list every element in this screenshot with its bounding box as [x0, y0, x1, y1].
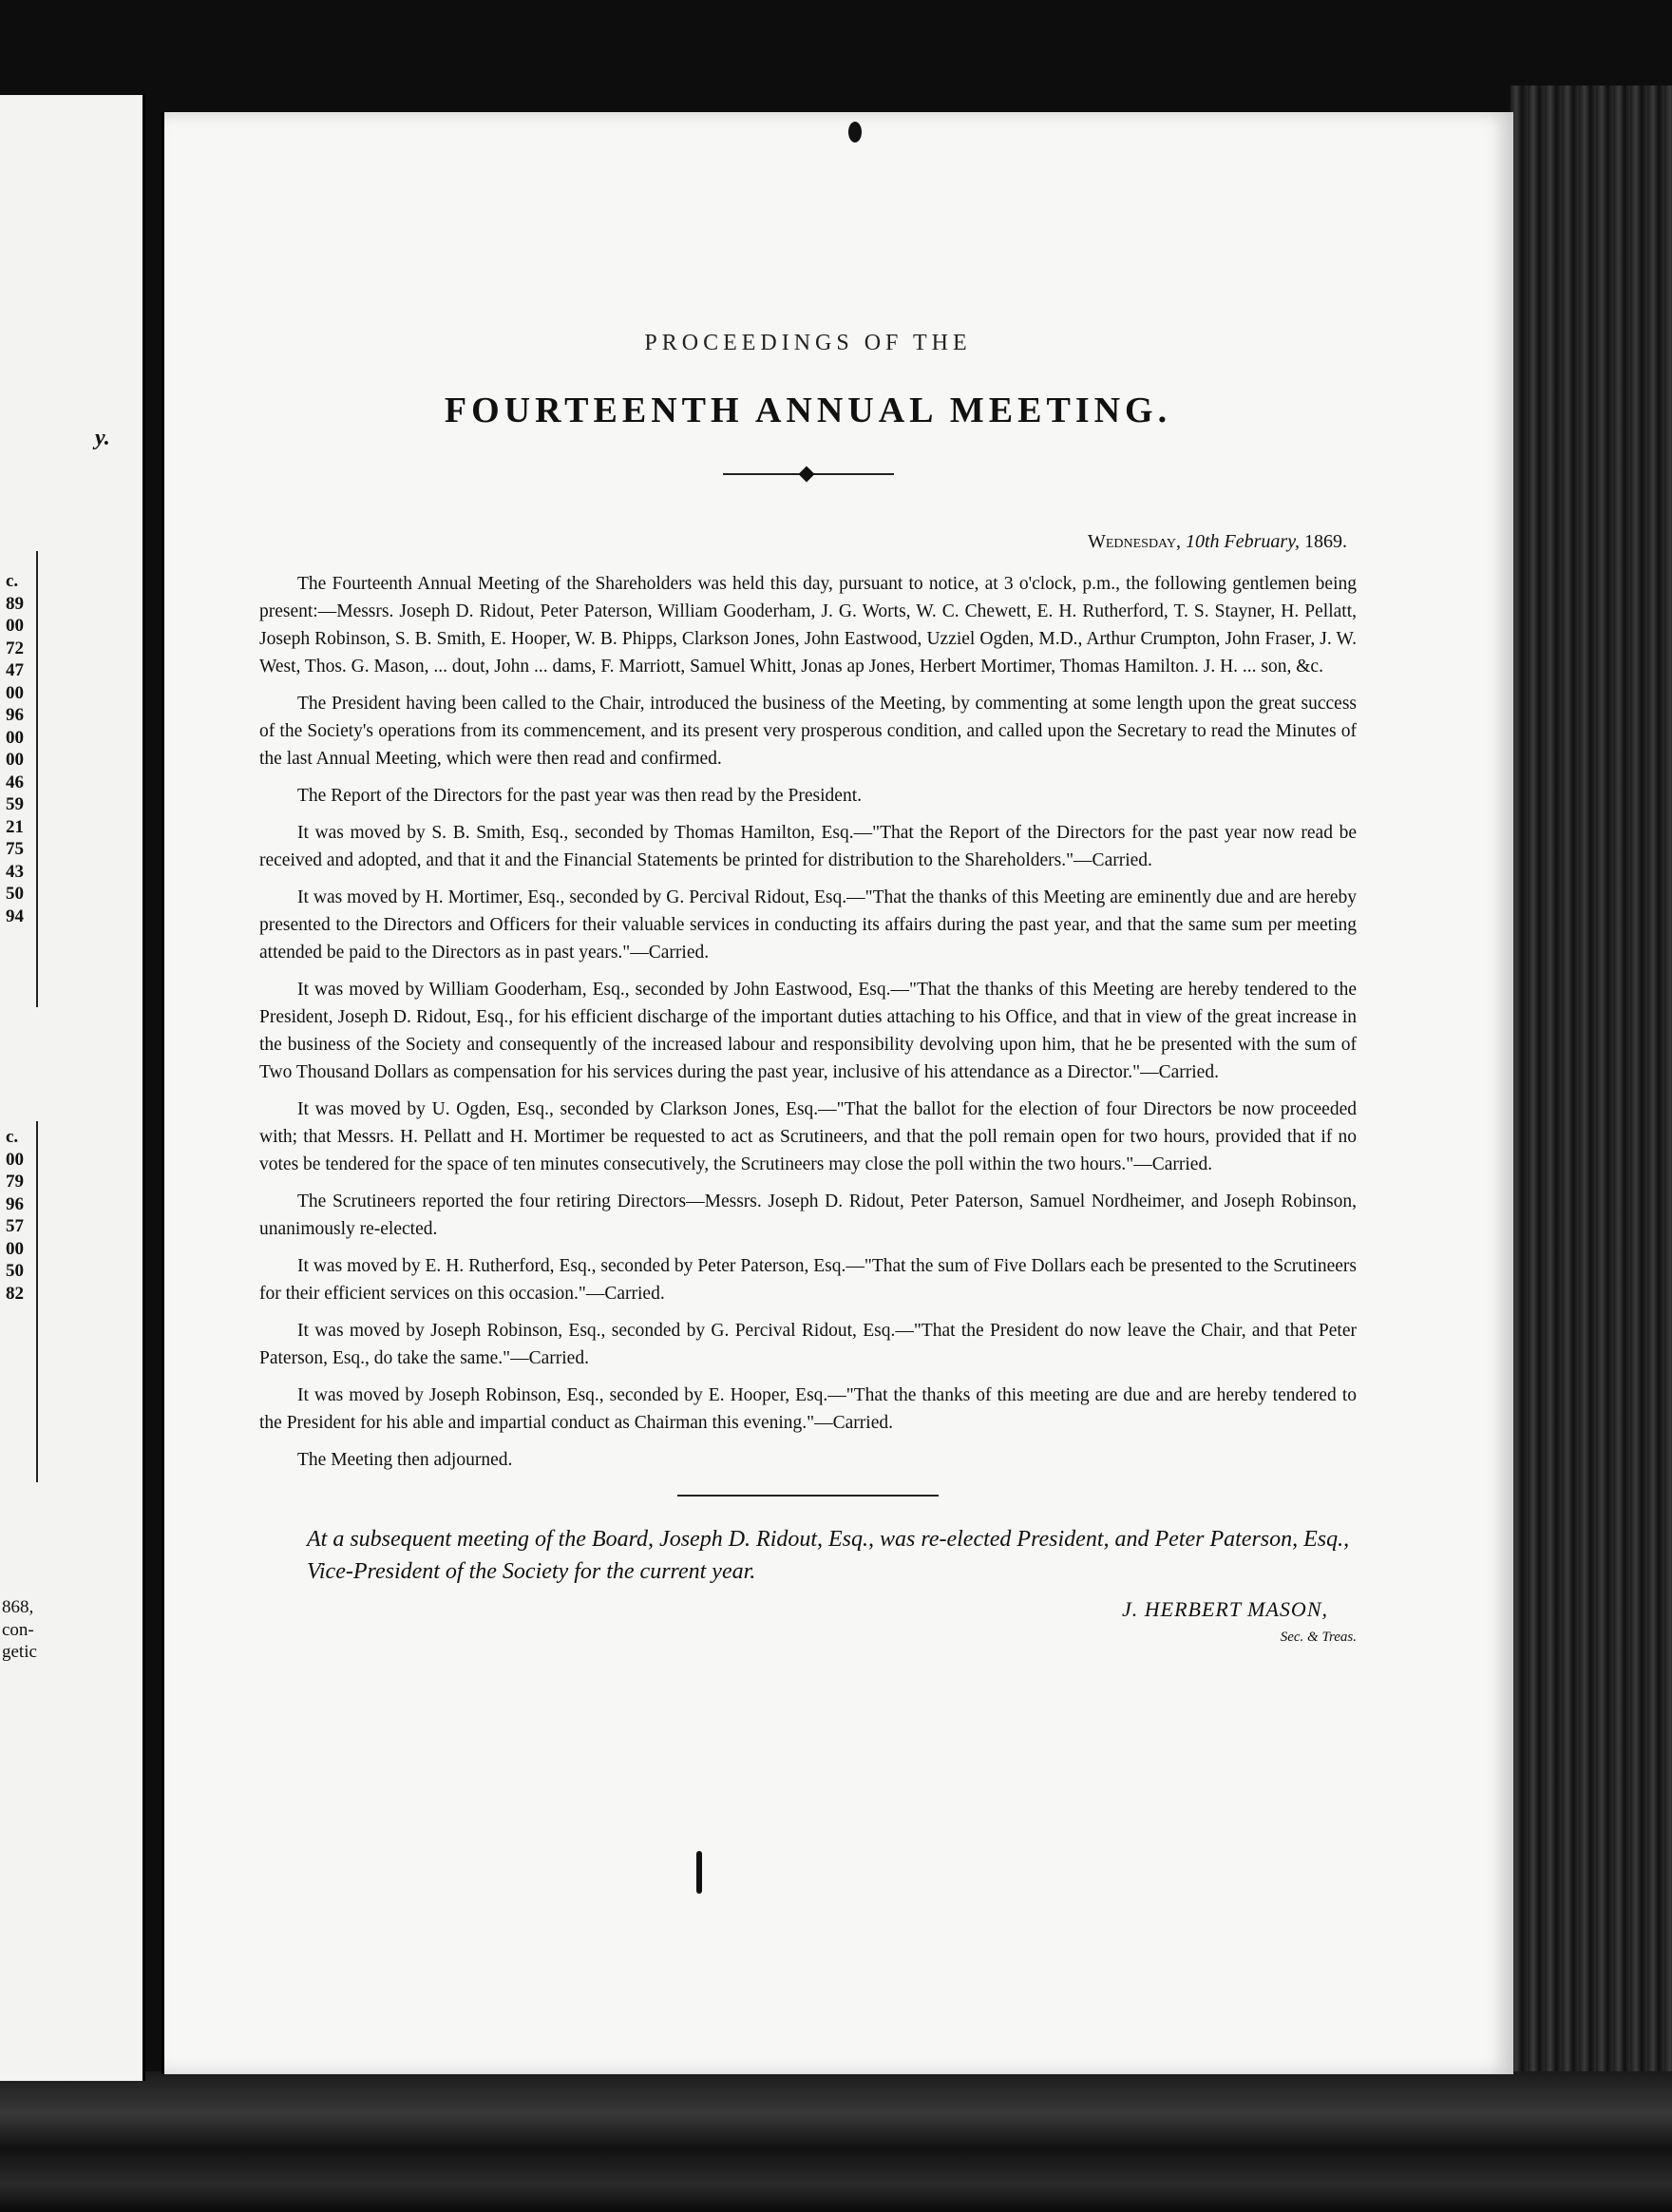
left-page-value: 82 — [6, 1283, 24, 1304]
left-page-value: 00 — [6, 616, 24, 636]
left-page-value: 00 — [6, 1238, 24, 1259]
left-page-value: 72 — [6, 638, 24, 658]
left-page-column2-header: c. — [6, 1127, 19, 1147]
section-divider — [677, 1495, 939, 1497]
heading-small: PROCEEDINGS OF THE — [644, 331, 972, 355]
closing-note: At a subsequent meeting of the Board, Joseph D. Ridout, Esq., was re-elected President, and Peter Paterson, Esq., Vice-President of the Society for the current year. — [307, 1527, 1350, 1584]
left-page-table-rule-2 — [36, 1121, 38, 1482]
proceedings-paragraph: It was moved by William Gooderham, Esq., seconded by John Eastwood, Esq.—"That the thanks of this Meeting are hereby tendered to the President, Joseph D. Ridout, Esq., for his efficient discharge of the important duties attaching to his Office, and that in view of the great increase in the business of the Society and consequently of the increased labour and responsibility devolving upon him, that he be presented with the sum of Two Thousand Dollars as compensation for his services during the past year, inclusive of his attendance as a Director."—Carried. — [259, 980, 1357, 1082]
left-page-column2 — [6, 1126, 24, 1304]
signature-name: J. HERBERT MASON, — [1121, 1597, 1328, 1621]
left-page-fragment-line: con- — [2, 1619, 34, 1640]
left-page-fragment-bottom — [2, 1596, 37, 1664]
proceedings-paragraph: It was moved by U. Ogden, Esq., seconded by Clarkson Jones, Esq.—"That the ballot for the election of four Directors be now proceeded with; that Messrs. H. Pellatt and H. Mortimer be requested to act as Scrutineers, and that the poll remain open for two hours, provided that if no votes be tendered for the space of ten minutes consecutively, the Scrutineers may close the poll within the two hours."—Carried. — [259, 1099, 1357, 1174]
ink-speck — [848, 122, 862, 143]
proceedings-paragraph: The Meeting then adjourned. — [297, 1450, 513, 1470]
ink-speck — [696, 1851, 702, 1894]
date-weekday: Wednesday, — [1087, 531, 1181, 552]
left-page-value: 96 — [6, 1193, 24, 1214]
left-page-fragment-line: getic — [2, 1642, 37, 1662]
left-page-value: 57 — [6, 1216, 24, 1236]
left-page-value: 21 — [6, 816, 24, 837]
date-day-month: 10th February, — [1186, 531, 1300, 552]
left-page-column1-values — [6, 593, 24, 926]
book-binding-bottom — [0, 2071, 1672, 2212]
proceedings-paragraph: It was moved by S. B. Smith, Esq., seconded by Thomas Hamilton, Esq.—"That the Report of the Directors for the past year now read be received and adopted, and that it and the Financial Statements be printed for distribution to the Shareholders."—Carried. — [259, 823, 1357, 870]
proceedings-paragraphs — [259, 570, 1357, 1474]
left-page-value: 59 — [6, 794, 24, 814]
proceedings-paragraph: The President having been called to the Chair, introduced the business of the Meeting, by commenting at some length upon the great success of the Society's operations from its commencement, and its present very prosperous condition, and called upon the Secretary to read the Minutes of the last Annual Meeting, which were then read and confirmed. — [259, 694, 1357, 769]
proceedings-paragraph: It was moved by Joseph Robinson, Esq., seconded by G. Percival Ridout, Esq.—"That the President do now leave the Chair, and that Peter Paterson, Esq., do take the same."—Carried. — [259, 1321, 1357, 1368]
left-page-value: 50 — [6, 1261, 24, 1281]
proceedings-paragraph: The Scrutineers reported the four retiring Directors—Messrs. Joseph D. Ridout, Peter Paterson, Samuel Nordheimer, and Joseph Robinson, unanimously re-elected. — [259, 1192, 1357, 1239]
proceedings-paragraph: It was moved by H. Mortimer, Esq., seconded by G. Percival Ridout, Esq.—"That the thanks of this Meeting are eminently due and are hereby presented to the Directors and Officers for their valuable services in conducting its affairs during the past year, and that the same sum per meeting attended be paid to the Directors as in past years."—Carried. — [259, 887, 1357, 963]
left-page-value: 00 — [6, 750, 24, 770]
left-page-value: 89 — [6, 593, 24, 614]
proceedings-paragraph: It was moved by E. H. Rutherford, Esq., seconded by Peter Paterson, Esq.—"That the sum of Five Dollars each be presented to the Scrutineers for their efficient services on this occasion."—Carried. — [259, 1256, 1357, 1304]
book-edge — [1510, 86, 1672, 2081]
meeting-date — [259, 531, 1347, 553]
left-page-value: 79 — [6, 1172, 24, 1192]
left-page-column1-header: c. — [6, 571, 19, 591]
left-page-fragment-line: 868, — [2, 1597, 34, 1617]
left-page-fragment-top: y. — [95, 426, 110, 450]
left-page-value: 43 — [6, 861, 24, 882]
left-page-value: 00 — [6, 1149, 24, 1170]
left-page-value: 75 — [6, 839, 24, 859]
ornament-divider — [723, 469, 894, 479]
left-page-value: 96 — [6, 705, 24, 725]
meeting-proceedings — [259, 331, 1357, 1646]
proceedings-paragraph: The Fourteenth Annual Meeting of the Shareholders was held this day, pursuant to notice, at 3 o'clock, p.m., the following gentlemen being present:—Messrs. Joseph D. Ridout, Peter Paterson, William Gooderham, J. G. Worts, W. C. Chewett, E. H. Rutherford, T. S. Stayner, H. Pellatt, Joseph Robinson, S. B. Smith, E. Hooper, W. B. Phipps, Clarkson Jones, John Eastwood, Uzziel Ogden, M.D., Arthur Crumpton, John Fraser, J. W. West, Thos. G. Mason, ... dout, John ... dams, F. Marriott, Samuel Whitt, Jonas ap Jones, Herbert Mortimer, Thomas Hamilton. J. H. ... son, &c. — [259, 574, 1357, 677]
left-page-table-rule — [36, 551, 38, 1007]
left-page-value: 50 — [6, 884, 24, 904]
proceedings-paragraph: It was moved by Joseph Robinson, Esq., seconded by E. Hooper, Esq.—"That the thanks of this meeting are due and are hereby tendered to the President for his able and impartial conduct as Chairman this evening."—Carried. — [259, 1385, 1357, 1433]
left-page-value: 46 — [6, 772, 24, 792]
left-page-value: 00 — [6, 682, 24, 703]
date-year: 1869. — [1304, 531, 1347, 552]
left-page-value: 00 — [6, 727, 24, 748]
signature-title: Sec. & Treas. — [1280, 1630, 1357, 1645]
proceedings-paragraph: The Report of the Directors for the past year was then read by the President. — [297, 786, 863, 806]
left-page-column1 — [6, 570, 24, 926]
document-page — [162, 112, 1513, 2074]
page-title: FOURTEENTH ANNUAL MEETING. — [444, 391, 1172, 430]
left-page-value: 47 — [6, 660, 24, 680]
left-page-column2-values — [6, 1149, 24, 1304]
previous-page-fragment — [0, 95, 145, 2081]
left-page-value: 94 — [6, 906, 24, 926]
